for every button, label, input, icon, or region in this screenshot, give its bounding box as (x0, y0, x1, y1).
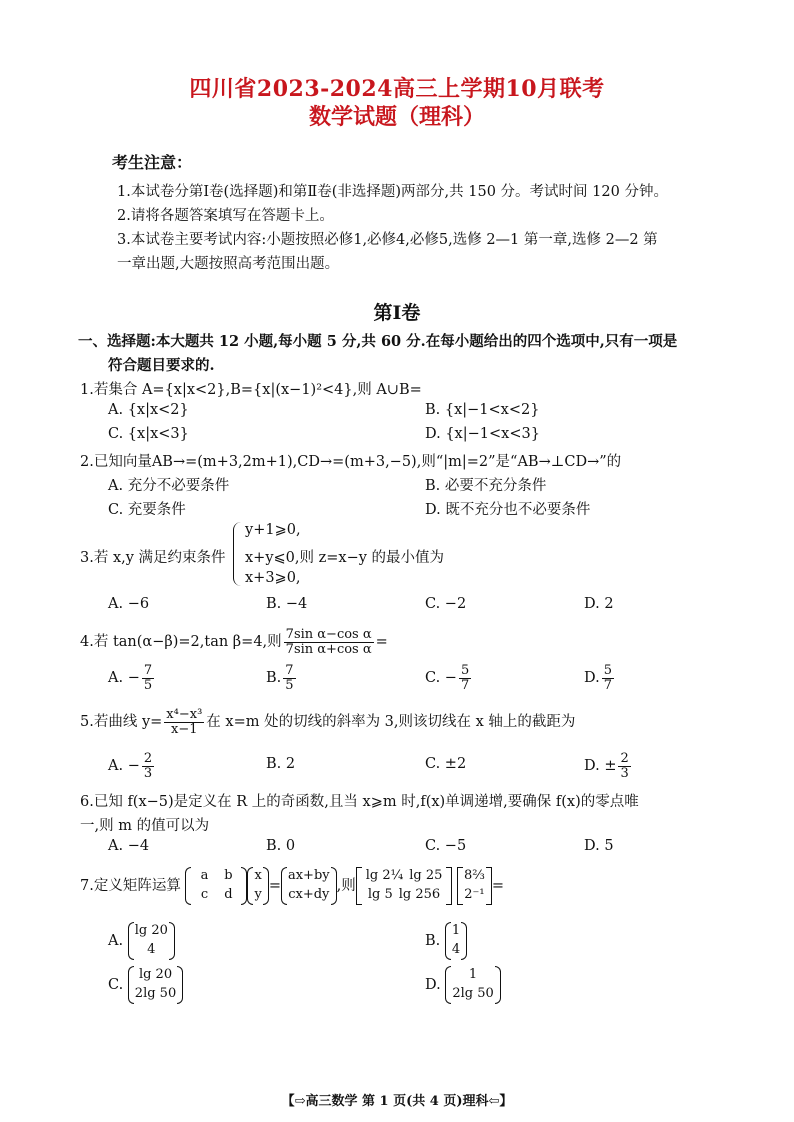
q7-matrix-abcd (185, 867, 247, 905)
notice-item-2: 2.请将各题答案填写在答题卡上。 (117, 208, 334, 224)
q5-option-d-fraction (618, 752, 630, 780)
matrix-cell: lg 5 (367, 886, 393, 902)
q7-option-b-vector (445, 922, 467, 960)
q7-lg-matrix (356, 867, 453, 905)
q7-equals: = (268, 877, 281, 894)
matrix-cell: 2lg 50 (452, 985, 494, 1001)
q6-option-a: A. −4 (108, 838, 150, 854)
q7-vector-xy (247, 867, 268, 905)
matrix-cell: 8⅔ (463, 868, 485, 883)
q6-stem: 6.已知 f(x−5)是定义在 R 上的奇函数,且当 x⩾m 时,f(x)单调递增,要确保 f(x)的零点唯 (80, 794, 639, 810)
constraint-brace (233, 522, 242, 586)
q4-stem-end: = (375, 634, 388, 651)
q1-stem: 1.若集合 A={x|x<2},B={x|(x−1)²<4},则 A∪B= (80, 382, 422, 398)
matrix-cell: lg 256 (398, 886, 441, 902)
q5-option-b: B. 2 (266, 756, 296, 772)
q7-stem (80, 867, 504, 905)
matrix-cell: 2lg 50 (134, 985, 177, 1001)
q5-option-a-fraction (142, 752, 154, 780)
matrix-cell: lg 20 (134, 923, 168, 938)
q3-stem: 3.若 x,y 满足约束条件 (80, 550, 226, 566)
q4-option-d-label: D. (584, 670, 600, 687)
q4-option-c-den: 7 (460, 677, 470, 693)
q5-option-d-den: 3 (620, 765, 629, 781)
q2-option-b: B. 必要不充分条件 (425, 478, 547, 494)
notice-item-3: 3.本试卷主要考试内容:小题按照必修1,必修4,必修5,选修 2—1 第一章,选修 2—2 第 (117, 232, 658, 248)
matrix-cell: b (224, 868, 233, 883)
q7-option-c (108, 966, 183, 1004)
q7-power-vector (457, 867, 492, 905)
q1-option-a: A. {x|x<2} (108, 402, 189, 418)
q5-stem (80, 708, 575, 736)
matrix-cell: y (254, 886, 262, 902)
q2-option-c: C. 充要条件 (108, 502, 186, 518)
q3-option-c: C. −2 (425, 596, 467, 612)
q6-option-d: D. 5 (584, 838, 614, 854)
q3-option-a: A. −6 (108, 596, 150, 612)
q5-option-a (108, 752, 156, 780)
q7-option-b-label: B. (425, 932, 441, 949)
q7-option-a-vector (128, 922, 175, 960)
section-instruction-cont: 符合题目要求的. (108, 357, 215, 374)
q5-option-d-label: D. ± (584, 758, 617, 775)
q2-stem: 2.已知向量AB→=(m+3,2m+1),CD→=(m+3,−5),则“|m|=2”是“AB→⊥CD→”的 (80, 454, 622, 470)
q5-fraction (164, 708, 204, 736)
q4-option-c-label: C. − (425, 670, 457, 687)
q4-option-d (584, 664, 616, 692)
notice-heading: 考生注意： (112, 153, 193, 172)
section-title: 第Ⅰ卷 (373, 302, 421, 324)
q4-fraction (284, 628, 374, 656)
matrix-cell: 1 (451, 923, 461, 938)
q4-stem-text: 4.若 tan(α−β)=2,tan β=4,则 (80, 634, 282, 651)
matrix-cell: x (254, 868, 262, 883)
matrix-cell: lg 20 (138, 967, 173, 982)
matrix-cell: lg 2¼ (365, 868, 404, 883)
q5-option-a-num: 2 (143, 751, 153, 766)
q7-option-d (425, 966, 501, 1004)
q7-option-c-vector (128, 966, 183, 1004)
q7-option-d-vector (445, 966, 500, 1004)
q7-stem-end: = (491, 877, 504, 894)
q4-option-a (108, 664, 156, 692)
q6-stem-cont: 一,则 m 的值可以为 (80, 818, 210, 834)
q4-option-b-den: 5 (285, 677, 294, 693)
q1-option-b: B. {x|−1<x<2} (425, 402, 540, 418)
q4-option-b-label: B. (266, 670, 282, 687)
matrix-cell: 1 (468, 967, 478, 982)
q3-option-b: B. −4 (266, 596, 308, 612)
matrix-cell: a (200, 868, 209, 883)
q6-option-c: C. −5 (425, 838, 467, 854)
q5-stem-end: 在 x=m 处的切线的斜率为 3,则该切线在 x 轴上的截距为 (206, 714, 576, 731)
q7-option-a-label: A. (108, 932, 124, 949)
q4-option-c (425, 664, 473, 692)
q4-option-b-fraction (283, 664, 295, 692)
q3-constraint-2: x+y⩽0,则 z=x−y 的最小值为 (245, 550, 445, 566)
q7-option-c-label: C. (108, 976, 124, 993)
q5-option-c: C. ±2 (425, 756, 467, 772)
matrix-cell: 4 (451, 941, 461, 957)
q5-option-d (584, 752, 633, 780)
q7-stem-mid: ,则 (336, 877, 356, 894)
q3-option-d: D. 2 (584, 596, 614, 612)
matrix-cell: d (224, 886, 233, 902)
matrix-cell: 4 (147, 941, 156, 957)
q6-option-b: B. 0 (266, 838, 296, 854)
matrix-cell: c (200, 886, 209, 902)
q2-option-a: A. 充分不必要条件 (108, 478, 230, 494)
q4-numerator: 7sin α−cos α (285, 627, 372, 642)
q5-option-a-den: 3 (143, 765, 153, 781)
q4-option-a-fraction (142, 664, 154, 692)
exam-title-line2: 数学试题（理科） (308, 104, 485, 130)
notice-item-3-cont: 一章出题,大题按照高考范围出题。 (117, 256, 340, 272)
matrix-cell: lg 25 (409, 868, 443, 883)
q1-option-d: D. {x|−1<x<3} (425, 426, 540, 442)
q3-constraint-3: x+3⩾0, (245, 570, 301, 586)
matrix-cell: cx+dy (288, 886, 330, 902)
q4-option-a-num: 7 (143, 663, 153, 678)
matrix-cell: 2⁻¹ (464, 886, 485, 902)
q4-option-d-num: 5 (603, 663, 612, 678)
q4-option-d-fraction (602, 664, 614, 692)
q3-constraint-1: y+1⩾0, (245, 522, 301, 538)
q5-stem-text: 5.若曲线 y= (80, 714, 163, 731)
notice-item-1: 1.本试卷分第Ⅰ卷(选择题)和第Ⅱ卷(非选择题)两部分,共 150 分。考试时间 120 分钟。 (117, 184, 668, 200)
q4-option-b-num: 7 (285, 663, 294, 678)
q4-option-a-label: A. − (108, 670, 140, 687)
q4-stem (80, 628, 388, 656)
matrix-cell: ax+by (287, 868, 330, 883)
q5-option-a-label: A. − (108, 758, 140, 775)
exam-title-line1: 四川省2023-2024高三上学期10月联考 (189, 76, 605, 102)
q7-option-a (108, 922, 175, 960)
q7-option-b (425, 922, 467, 960)
q4-option-c-num: 5 (460, 663, 470, 678)
section-instruction: 一、选择题:本大题共 12 小题,每小题 5 分,共 60 分.在每小题给出的四个选项中,只有一项是 (78, 333, 678, 350)
q5-numerator: x⁴−x³ (166, 707, 203, 722)
q4-option-b (266, 664, 298, 692)
q2-option-d: D. 既不充分也不必要条件 (425, 502, 591, 518)
q4-option-a-den: 5 (143, 677, 153, 693)
q4-option-d-den: 7 (603, 677, 612, 693)
q1-option-c: C. {x|x<3} (108, 426, 189, 442)
q5-denominator: x−1 (171, 721, 198, 737)
page-footer: 【⇨高三数学 第 1 页(共 4 页)理科⇦】 (281, 1094, 513, 1109)
q7-stem-text: 7.定义矩阵运算 (80, 877, 181, 894)
q5-option-d-num: 2 (620, 751, 629, 766)
q7-option-d-label: D. (425, 976, 441, 993)
q4-denominator: 7sin α+cos α (285, 641, 372, 657)
q7-result-vector (281, 867, 337, 905)
q4-option-c-fraction (459, 664, 471, 692)
